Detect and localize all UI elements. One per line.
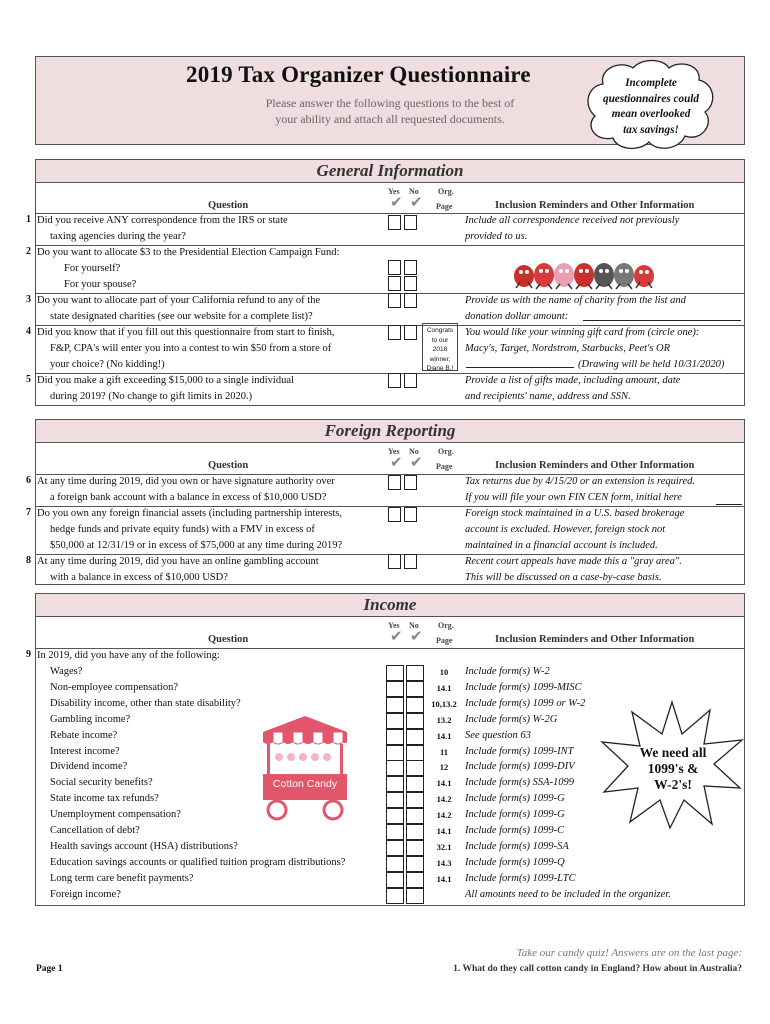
check-icon: ✔ (390, 455, 403, 471)
callout-line: mean overlooked (611, 108, 691, 120)
info-text: See question 63 (465, 729, 531, 741)
yes-checkbox[interactable] (388, 325, 401, 340)
question-text: during 2019? (No change to gift limits in 2020.) (50, 391, 253, 402)
col-info: Inclusion Reminders and Other Information (495, 200, 695, 211)
yes-checkbox[interactable] (388, 507, 401, 522)
check-icon: ✔ (410, 629, 423, 645)
no-checkbox[interactable] (404, 215, 417, 230)
question-text: F&P, CPA's will enter you into a contest to win $50 from a store of (50, 343, 332, 354)
question-text: Did you receive ANY correspondence from the IRS or state (37, 215, 288, 226)
info-text: This will be discussed on a case-by-case basis. (465, 572, 662, 583)
org-page-ref: 32.1 (436, 841, 452, 852)
info-text: Include form(s) W-2 (465, 666, 550, 677)
yes-checkbox[interactable] (386, 729, 404, 745)
info-text: Recent court appeals have made this a "gray area". (465, 556, 682, 567)
yes-checkbox[interactable] (388, 373, 401, 388)
no-checkbox[interactable] (404, 554, 417, 569)
starburst-line: 1099's & (647, 761, 699, 776)
info-text: and recipients' name, address and SSN. (465, 391, 631, 402)
subtitle-line-2: your ability and attach all requested documents. (275, 111, 505, 126)
yes-checkbox[interactable] (386, 745, 404, 761)
yes-checkbox[interactable] (386, 665, 404, 681)
question-text: state designated charities (see our website for a complete list)? (50, 311, 313, 322)
question-text: with a balance in excess of $10,000 USD? (50, 572, 228, 583)
yes-checkbox[interactable] (386, 888, 404, 904)
income-item-label: Long term care benefit payments? (50, 872, 194, 884)
check-icon: ✔ (390, 195, 403, 211)
org-page-ref: 14.1 (436, 873, 452, 884)
income-item-label: Education savings accounts or qualified tuition program distributions? (50, 856, 346, 868)
candy-quiz-prompt: Take our candy quiz! Answers are on the last page: (516, 947, 742, 959)
info-text: provided to us. (465, 231, 528, 242)
info-text: Include all correspondence received not previously (465, 215, 680, 226)
question-text: Did you know that if you fill out this questionnaire from start to finish, (37, 327, 335, 338)
col-yes: Yes (388, 447, 400, 456)
info-text: Include form(s) 1099-G (465, 809, 565, 821)
org-page-ref: 14.1 (436, 682, 452, 693)
congrats-line: 2018 (432, 346, 448, 353)
question-text: Do you want to allocate part of your California refund to any of the (37, 295, 321, 306)
info-text: Tax returns due by 4/15/20 or an extension is required. (465, 476, 696, 487)
congrats-badge (422, 323, 458, 371)
yes-checkbox[interactable] (386, 824, 404, 840)
no-checkbox[interactable] (406, 665, 424, 681)
info-text: You would like your winning gift card from (circle one): (465, 327, 700, 338)
col-yes: Yes (388, 621, 400, 630)
question-number: 6 (26, 475, 31, 486)
check-icon: ✔ (390, 629, 403, 645)
question-text: In 2019, did you have any of the following: (37, 650, 220, 661)
question-text: Do you own any foreign financial assets (including partnership interests, (37, 508, 343, 519)
callout-line: questionnaires could (602, 92, 700, 105)
info-text: Include form(s) 1099-G (465, 793, 565, 805)
callout-text (592, 76, 710, 138)
income-item-label: State income tax refunds? (50, 793, 159, 805)
no-checkbox[interactable] (406, 840, 424, 856)
no-checkbox[interactable] (406, 856, 424, 872)
no-checkbox[interactable] (406, 824, 424, 840)
question-number: 7 (26, 507, 31, 518)
info-text: Include form(s) 1099-C (465, 825, 565, 836)
info-text: maintained in a financial account is included. (465, 540, 658, 551)
no-checkbox[interactable] (406, 808, 424, 824)
yes-checkbox[interactable] (388, 475, 401, 490)
congrats-line: winner, (429, 355, 451, 363)
no-checkbox[interactable] (406, 792, 424, 808)
org-page-ref: 14.2 (436, 794, 452, 805)
starburst-text (614, 745, 732, 793)
info-text: Include form(s) W-2G (465, 713, 558, 725)
yes-checkbox[interactable] (388, 276, 401, 291)
org-page-ref: 10 (439, 667, 449, 677)
question-number: 9 (26, 649, 31, 660)
income-item-label: Foreign income? (50, 888, 121, 900)
foreign-section-title: Foreign Reporting (324, 421, 456, 440)
no-checkbox[interactable] (404, 293, 417, 308)
info-text: Include form(s) 1099-Q (465, 856, 565, 868)
info-text: Macy's, Target, Nordstrom, Starbucks, Peet's OR (465, 343, 671, 354)
fincen-initial-field[interactable] (716, 493, 742, 505)
org-page-ref: 12 (439, 762, 449, 773)
no-checkbox[interactable] (406, 713, 424, 729)
congrats-line: to our (431, 336, 449, 344)
question-number: 4 (26, 326, 31, 337)
col-page: Page (436, 636, 453, 645)
org-page-ref: 14.1 (436, 730, 452, 741)
yes-checkbox[interactable] (386, 697, 404, 713)
check-icon: ✔ (410, 195, 423, 211)
income-item-label: Unemployment compensation? (50, 809, 181, 821)
org-page-ref: 14.1 (436, 826, 452, 836)
info-text: Include form(s) 1099 or W-2 (465, 697, 586, 709)
no-checkbox[interactable] (404, 507, 417, 522)
col-org: Org. (438, 447, 454, 456)
question-text: taxing agencies during the year? (50, 231, 186, 242)
no-checkbox[interactable] (404, 475, 417, 490)
info-text: account is excluded. However, foreign stock not (465, 524, 666, 535)
no-checkbox[interactable] (406, 872, 424, 888)
info-text: Provide a list of gifts made, including amount, date (465, 375, 681, 386)
starburst-line: We need all (639, 745, 707, 760)
yes-checkbox[interactable] (386, 713, 404, 729)
yes-checkbox[interactable] (386, 872, 404, 888)
col-page: Page (436, 462, 453, 471)
info-text: donation dollar amount: (465, 311, 569, 322)
no-checkbox[interactable] (406, 760, 424, 776)
info-text: Include form(s) 1099-SA (465, 840, 569, 852)
yes-checkbox[interactable] (386, 776, 404, 792)
question-text: At any time during 2019, did you own or have signature authority over (37, 476, 335, 487)
store-choice-field[interactable] (466, 354, 574, 368)
no-checkbox[interactable] (404, 276, 417, 291)
header-subtitle (215, 96, 565, 127)
page-title: 2019 Tax Organizer Questionnaire (186, 62, 531, 87)
general-section-title: General Information (316, 161, 464, 180)
subtitle-line-1: Please answer the following questions to the best of (265, 96, 515, 110)
org-page-ref: 13.2 (436, 714, 452, 725)
yes-checkbox[interactable] (386, 856, 404, 872)
income-item-label: Dividend income? (50, 761, 128, 773)
income-item-label: Non-employee compensation? (50, 681, 178, 693)
candy-quiz-question: 1. What do they call cotton candy in England? How about in Australia? (453, 964, 742, 974)
income-item-label: Wages? (50, 666, 83, 677)
callout-line: tax savings! (623, 123, 679, 136)
org-page-ref: 11 (439, 746, 449, 757)
col-question: Question (208, 634, 249, 645)
info-text: Include form(s) SSA-1099 (465, 777, 575, 789)
question-number: 2 (26, 246, 31, 257)
col-no: No (409, 187, 419, 196)
question-text: At any time during 2019, did you have an online gambling account (37, 556, 319, 567)
col-page: Page (436, 202, 453, 211)
no-checkbox[interactable] (406, 888, 424, 904)
col-info: Inclusion Reminders and Other Information (495, 460, 695, 471)
question-text: Do you want to allocate $3 to the Presidential Election Campaign Fund: (37, 247, 340, 258)
no-checkbox[interactable] (406, 697, 424, 713)
info-text: If you will file your own FIN CEN form, initial here (465, 492, 682, 503)
col-org: Org. (438, 187, 454, 196)
col-no: No (409, 621, 419, 630)
yes-checkbox[interactable] (386, 792, 404, 808)
question-text: hedge funds and private equity funds) with a FMV in excess of (50, 524, 315, 535)
page-number: Page 1 (36, 964, 63, 974)
info-text: Include form(s) 1099-MISC (465, 681, 582, 693)
callout-line: Incomplete (625, 77, 677, 89)
org-page-ref: 14.1 (436, 778, 452, 789)
no-checkbox[interactable] (404, 260, 417, 275)
question-number: 1 (26, 214, 31, 225)
income-item-label: Social security benefits? (50, 777, 153, 789)
question-number: 8 (26, 555, 31, 566)
yes-checkbox[interactable] (388, 260, 401, 275)
income-section-title: Income (363, 595, 417, 614)
question-text: $50,000 at 12/31/19 or in excess of $75,000 at any time during 2019? (50, 540, 343, 551)
yes-checkbox[interactable] (386, 840, 404, 856)
cotton-candy-cart-image (257, 712, 353, 824)
info-text: Include form(s) 1099-DIV (465, 761, 575, 773)
no-checkbox[interactable] (406, 776, 424, 792)
yes-checkbox[interactable] (388, 215, 401, 230)
congrats-line: Congrats (426, 327, 454, 334)
yes-checkbox[interactable] (386, 681, 404, 697)
income-item-label: Rebate income? (50, 729, 118, 741)
candy-characters-image (512, 258, 662, 292)
col-info: Inclusion Reminders and Other Information (495, 634, 695, 645)
question-text: your choice? (No kidding!) (50, 359, 165, 370)
org-page-ref: 14.2 (436, 810, 452, 821)
no-checkbox[interactable] (404, 325, 417, 340)
question-text: For your spouse? (64, 279, 137, 290)
income-item-label: Interest income? (50, 745, 120, 757)
yes-checkbox[interactable] (386, 760, 404, 776)
question-number: 3 (26, 294, 31, 305)
income-item-label: Disability income, other than state disability? (50, 697, 241, 709)
info-text: Foreign stock maintained in a U.S. based brokerage (465, 508, 685, 519)
org-page-ref: 14.3 (436, 857, 452, 868)
question-text: Did you make a gift exceeding $15,000 to a single individual (37, 375, 294, 386)
question-text: a foreign bank account with a balance in excess of $10,000 USD? (50, 492, 327, 503)
question-text: For yourself? (64, 263, 121, 274)
yes-checkbox[interactable] (388, 293, 401, 308)
cart-sign-text: Cotton Candy (272, 778, 338, 790)
info-text: Include form(s) 1099-LTC (465, 872, 576, 884)
col-question: Question (208, 200, 249, 211)
check-icon: ✔ (410, 455, 423, 471)
info-text: Include form(s) 1099-INT (465, 745, 574, 757)
info-text: Provide us with the name of charity from the list and (465, 295, 686, 306)
no-checkbox[interactable] (406, 681, 424, 697)
no-checkbox[interactable] (406, 745, 424, 761)
col-yes: Yes (388, 187, 400, 196)
info-text: All amounts need to be included in the organizer. (465, 888, 671, 900)
starburst-line: W-2's! (654, 777, 692, 792)
congrats-line: Diane B.! (426, 365, 454, 372)
yes-checkbox[interactable] (386, 808, 404, 824)
question-number: 5 (26, 374, 31, 385)
col-org: Org. (438, 621, 454, 630)
no-checkbox[interactable] (404, 373, 417, 388)
info-text: (Drawing will be held 10/31/2020) (578, 359, 725, 370)
col-no: No (409, 447, 419, 456)
income-item-label: Gambling income? (50, 713, 131, 725)
no-checkbox[interactable] (406, 729, 424, 745)
income-item-label: Health savings account (HSA) distributions? (50, 840, 238, 852)
col-question: Question (208, 460, 249, 471)
income-item-label: Cancellation of debt? (50, 825, 140, 836)
donation-amount-field[interactable] (583, 306, 741, 321)
yes-checkbox[interactable] (388, 554, 401, 569)
org-page-ref: 10,13.2 (431, 698, 457, 709)
